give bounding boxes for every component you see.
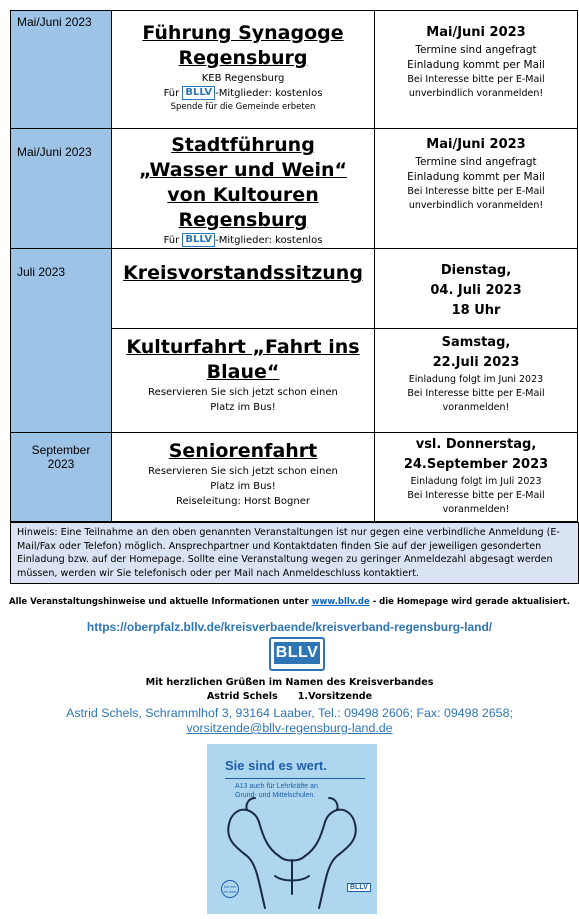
info-line: Bei Interesse bitte per E-Mail	[407, 74, 545, 85]
event-row	[11, 433, 578, 522]
info-head: Samstag,	[441, 335, 511, 350]
poster-headline: Sie sind es wert.	[225, 758, 327, 773]
event-description: Reservieren Sie sich jetzt schon einen	[148, 466, 338, 477]
event-description: Reiseleitung: Horst Bogner	[176, 496, 310, 507]
event-cell	[112, 11, 375, 129]
event-title: Führung Synagoge Regensburg	[142, 22, 344, 69]
event-title: Stadtführung	[171, 134, 315, 156]
event-title: Blaue“	[206, 361, 280, 383]
address: Astrid Schels, Schrammlhof 3, 93164 Laaber, Tel.: 09498 2606; Fax: 09498 2658;	[66, 706, 513, 720]
kreisverband-url[interactable]: https://oberpfalz.bllv.de/kreisverbaende/kreisverband-regensburg-land/	[86, 620, 493, 634]
info-head: 18 Uhr	[451, 303, 501, 318]
info-line: unverbindlich voranmelden!	[408, 88, 544, 99]
info-line: unverbindlich voranmelden!	[408, 200, 544, 211]
event-date: Mai/Juni 2023	[11, 129, 112, 249]
bllv-logo-text: BLLV	[274, 642, 320, 664]
bllv-badge: BLLV	[182, 233, 215, 247]
event-date: September 2023	[11, 433, 112, 522]
poster-bllv-logo: BLLV	[347, 883, 371, 892]
greeting-block	[0, 676, 579, 704]
event-date: Juli 2023	[11, 249, 112, 433]
info-line: voranmelden!	[442, 402, 510, 413]
bllv-badge: BLLV	[182, 86, 215, 100]
event-title: Seniorenfahrt	[168, 440, 318, 462]
info-line: Einladung folgt im Juli 2023	[410, 476, 542, 487]
event-organizer: KEB Regensburg	[201, 73, 285, 84]
poster-rule	[225, 778, 365, 779]
bllv-logo	[269, 637, 325, 671]
info-head: vsl. Donnerstag,	[415, 437, 537, 452]
info-head: Mai/Juni 2023	[426, 137, 526, 152]
event-info	[375, 433, 578, 522]
event-title: „Wasser und Wein“	[138, 159, 348, 181]
info-line: Termine sind angefragt	[415, 44, 537, 56]
poster-subline: A13 auch für Lehrkräfte an Grund- und Mittelschulen.	[235, 783, 318, 799]
event-title: Kulturfahrt „Fahrt ins	[126, 336, 360, 358]
event-date: Mai/Juni 2023	[11, 11, 112, 129]
event-cell	[112, 249, 375, 329]
info-line: Einladung folgt im Juni 2023	[408, 374, 544, 385]
event-note: Spende für die Gemeinde erbeten	[170, 102, 316, 112]
event-row	[11, 129, 578, 249]
info-head: 24.September 2023	[403, 457, 549, 472]
event-members-line: Für BLLV -Mitglieder: kostenlos	[163, 234, 323, 246]
contact-block	[0, 706, 579, 736]
info-head: Mai/Juni 2023	[426, 25, 526, 40]
event-members-line: Für BLLV -Mitglieder: kostenlos	[163, 87, 323, 99]
info-head: Dienstag,	[440, 263, 512, 278]
bllv-homepage-link[interactable]: www.bllv.de	[311, 597, 370, 607]
info-line: Bei Interesse bitte per E-Mail	[407, 388, 545, 399]
info-line: voranmelden!	[442, 504, 510, 515]
event-schedule-table	[10, 10, 578, 522]
event-row	[11, 11, 578, 129]
event-title: Kreisvorstandssitzung	[123, 262, 363, 284]
info-line: Einladung kommt per Mail	[407, 171, 545, 183]
poster-seal: Ich bin es wert	[221, 880, 239, 898]
footer-note: Alle Veranstaltungshinweise und aktuelle Informationen unter www.bllv.de - die Homepage wird gerade aktualisiert.	[9, 597, 570, 607]
campaign-poster	[207, 744, 377, 914]
event-row	[11, 249, 578, 329]
event-cell	[112, 433, 375, 522]
registration-hint: Hinweis: Eine Teilnahme an den oben genannten Veranstaltungen ist nur gegen eine verbindliche Anmeldung (E-Mail/Fax oder Telefon) möglich. Ansprechpartner und Kontaktdaten finden Sie auf der jeweiligen gesonderten Einladung bzw. auf der Homepage. Sollte eine Veranstaltung wegen zu geringer Anmeldezahl abgesagt werden müssen, werden wir Sie telefonisch oder per Mail nach Anmeldeschluss kontaktiert.	[10, 522, 579, 584]
event-description: Platz im Bus!	[210, 481, 276, 492]
event-info	[375, 329, 578, 433]
event-description: Reservieren Sie sich jetzt schon einen	[148, 387, 338, 398]
event-cell	[112, 329, 375, 433]
email-link[interactable]: vorsitzende@bllv-regensburg-land.de	[186, 721, 393, 735]
event-description: Platz im Bus!	[210, 402, 276, 413]
info-line: Termine sind angefragt	[415, 156, 537, 168]
info-line: Bei Interesse bitte per E-Mail	[407, 186, 545, 197]
event-title: von Kultouren Regensburg	[167, 184, 319, 231]
event-cell	[112, 129, 375, 249]
greeting: Mit herzlichen Grüßen im Namen des Kreisverbandes	[145, 677, 434, 688]
event-info	[375, 129, 578, 249]
event-info	[375, 249, 578, 329]
info-line: Bei Interesse bitte per E-Mail	[407, 490, 545, 501]
info-line: Einladung kommt per Mail	[407, 59, 545, 71]
info-head: 22.Juli 2023	[432, 355, 520, 370]
signature: Astrid Schels 1.Vorsitzende	[206, 691, 373, 702]
info-head: 04. Juli 2023	[430, 283, 522, 298]
event-info	[375, 11, 578, 129]
